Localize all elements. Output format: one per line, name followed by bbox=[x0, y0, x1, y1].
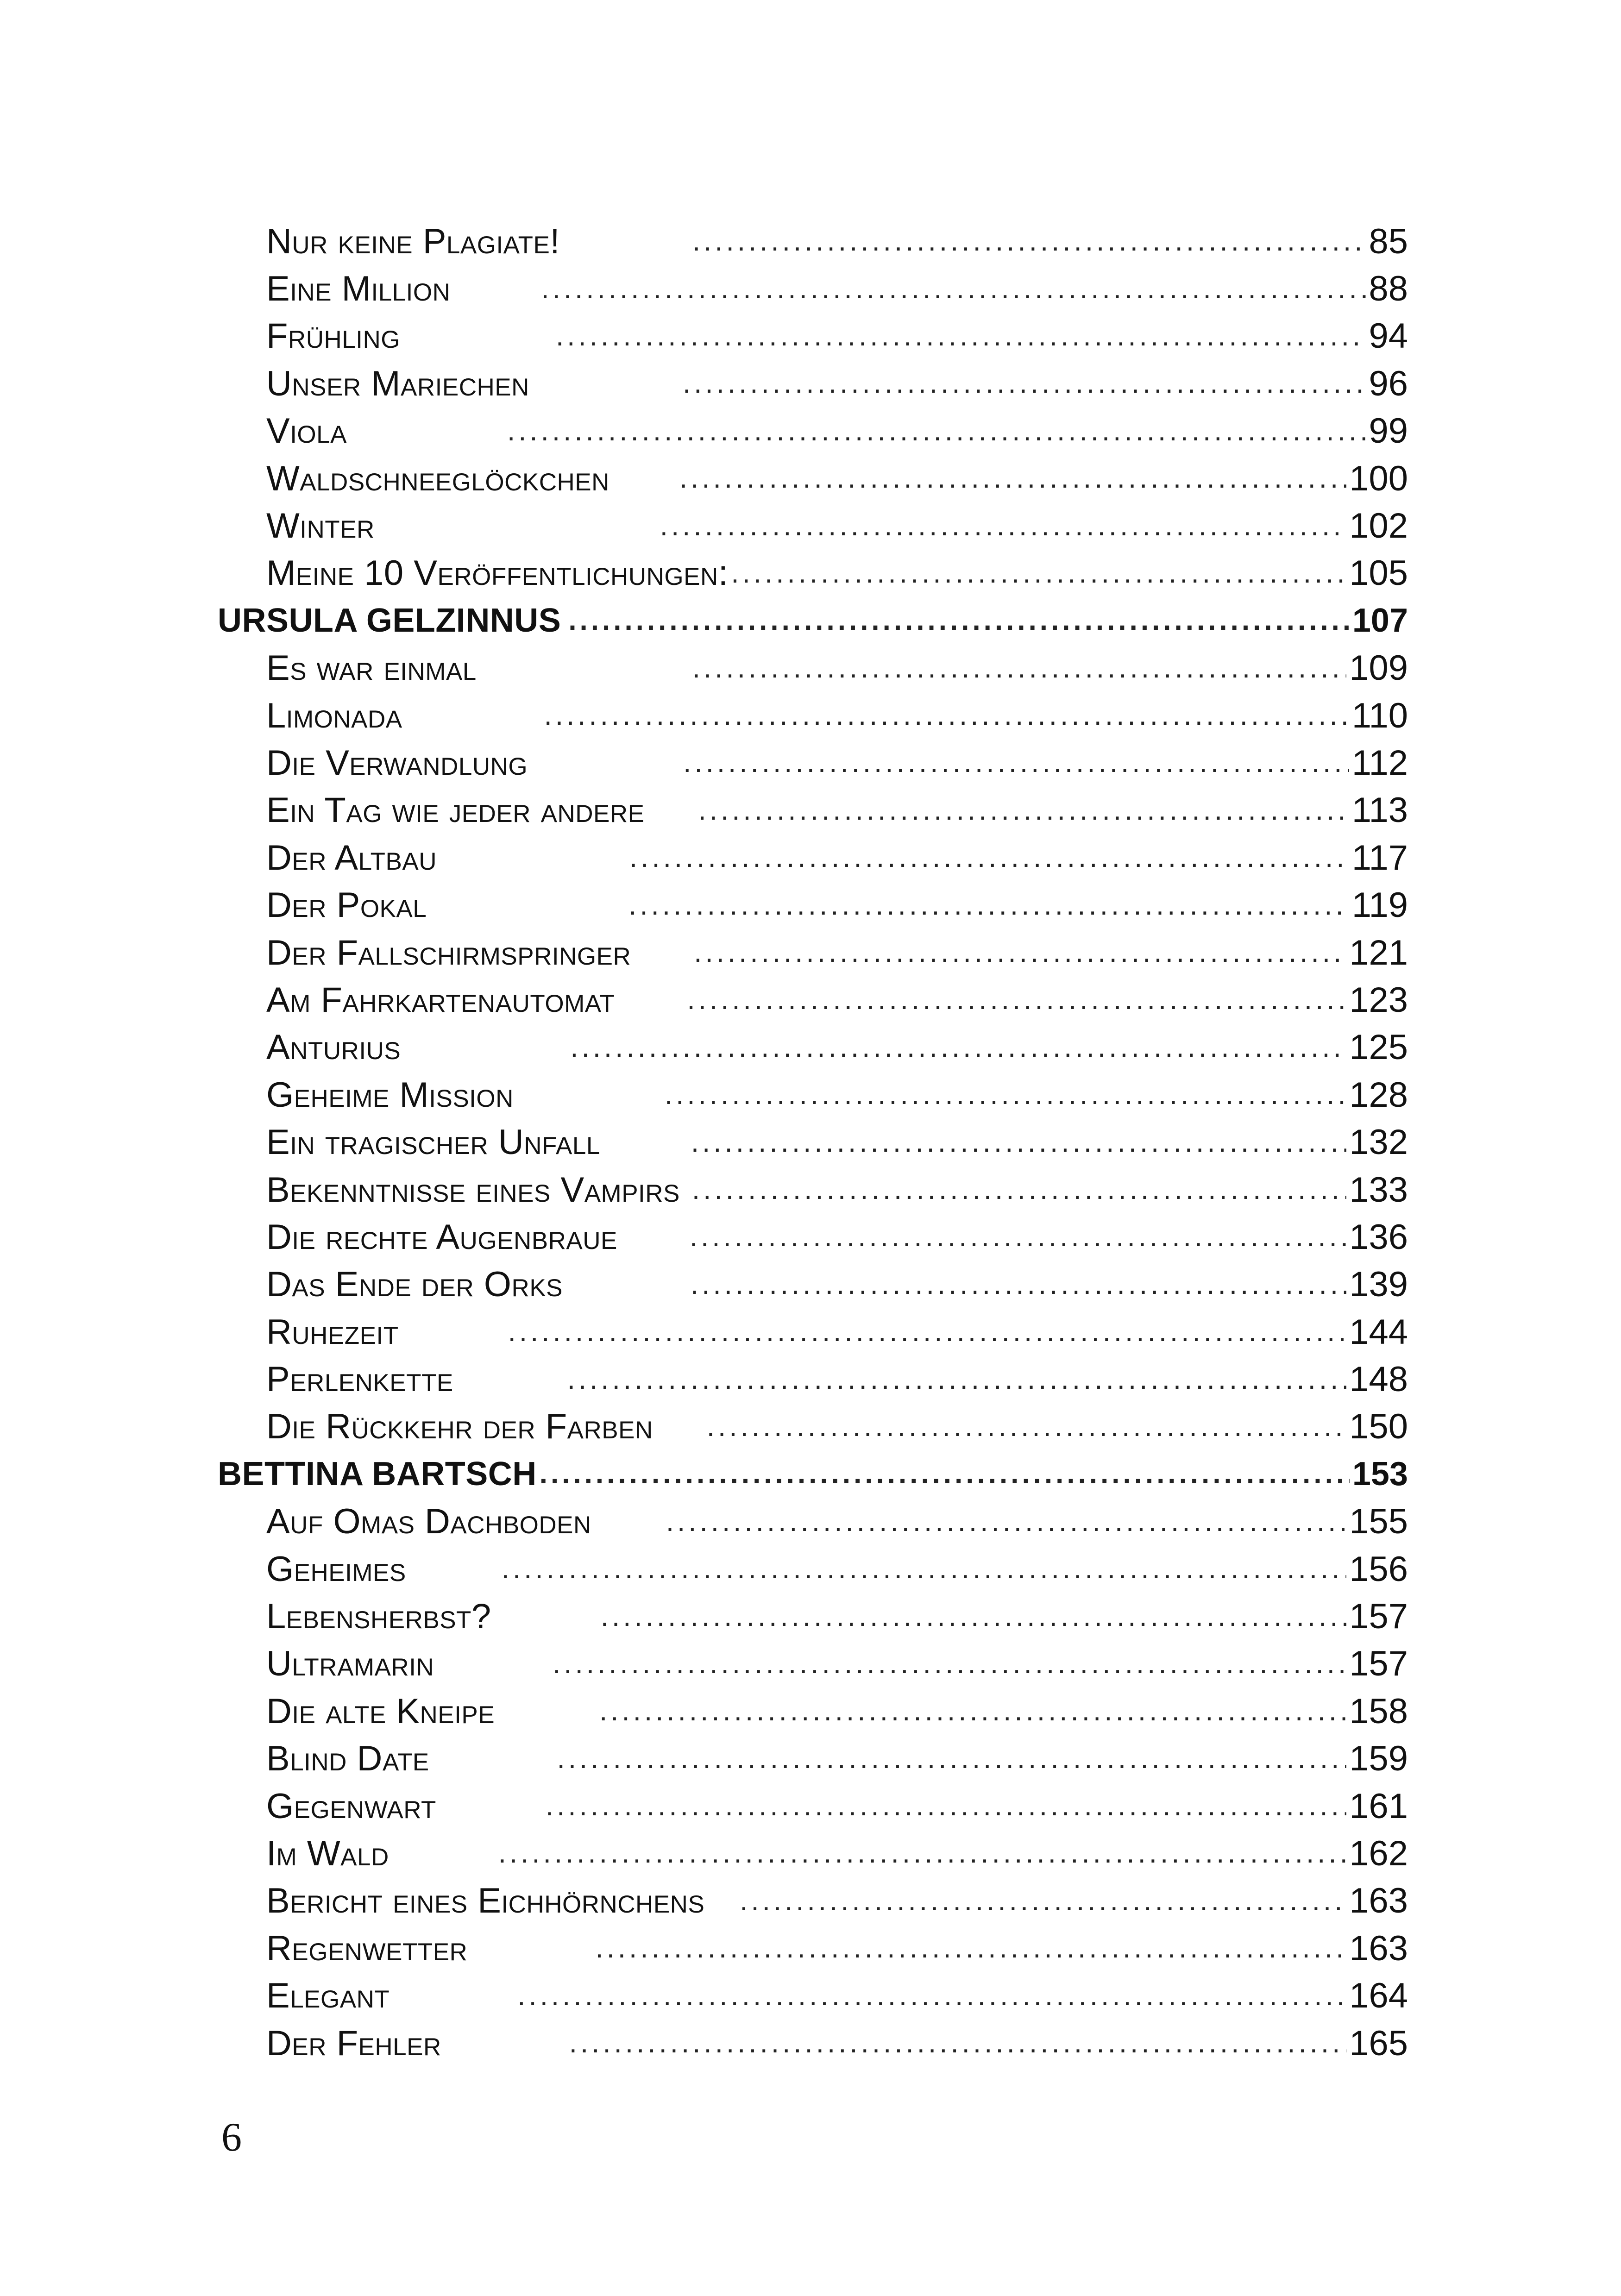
toc-leader-dots bbox=[507, 417, 1366, 445]
toc-leader-dots bbox=[517, 1982, 1346, 2010]
toc-entry bbox=[218, 360, 1408, 407]
toc-leader-dots bbox=[665, 1080, 1346, 1109]
toc-entry bbox=[218, 1071, 1408, 1118]
toc-leader-dots bbox=[683, 369, 1366, 398]
toc-leader-dots bbox=[660, 512, 1346, 540]
toc-entry-page: 109 bbox=[1349, 648, 1408, 688]
toc-leader-dots bbox=[731, 559, 1346, 588]
toc-entry bbox=[218, 1877, 1408, 1925]
toc-entry-page: 163 bbox=[1349, 1881, 1408, 1921]
toc-entry bbox=[218, 1972, 1408, 2019]
toc-entry-page: 94 bbox=[1369, 316, 1408, 356]
toc-entry-page: 112 bbox=[1351, 743, 1408, 783]
toc-entry-page: 157 bbox=[1349, 1597, 1408, 1637]
toc-entry-title: Meine 10 Veröffentlichungen: bbox=[266, 553, 729, 593]
toc-entry bbox=[218, 1782, 1408, 1830]
toc-leader-dots bbox=[569, 2029, 1346, 2058]
toc-leader-dots bbox=[694, 938, 1346, 967]
toc-entry bbox=[218, 1213, 1408, 1261]
toc-entry-title: Am Fahrkartenautomat bbox=[266, 980, 615, 1020]
toc-entry-page: 159 bbox=[1349, 1739, 1408, 1779]
toc-leader-dots bbox=[553, 1650, 1346, 1678]
toc-entry-page: 102 bbox=[1349, 506, 1408, 546]
toc-leader-dots bbox=[595, 1934, 1346, 1963]
toc-entry bbox=[218, 550, 1408, 597]
toc-entry-page: 155 bbox=[1349, 1502, 1408, 1542]
toc-entry-page: 110 bbox=[1351, 696, 1408, 735]
toc-entry bbox=[218, 1166, 1408, 1213]
toc-entry-title: URSULA GELZINNUS bbox=[218, 602, 561, 640]
toc-entry bbox=[218, 265, 1408, 312]
toc-entry-page: 96 bbox=[1369, 364, 1408, 403]
toc-leader-dots bbox=[508, 1317, 1347, 1346]
toc-entry-page: 148 bbox=[1349, 1360, 1408, 1399]
toc-leader-dots bbox=[541, 275, 1366, 303]
toc-leader-dots bbox=[502, 1555, 1347, 1583]
toc-leader-dots bbox=[692, 1175, 1346, 1204]
toc-entry bbox=[218, 929, 1408, 976]
toc-entry bbox=[218, 1735, 1408, 1782]
toc-entry-page: 100 bbox=[1349, 458, 1408, 498]
toc-entry-title: Viola bbox=[266, 411, 347, 451]
toc-entry-title: Frühling bbox=[266, 316, 400, 356]
toc-entry-page: 123 bbox=[1349, 980, 1408, 1020]
toc-entry-page: 158 bbox=[1349, 1691, 1408, 1731]
toc-entry bbox=[218, 1498, 1408, 1545]
toc-entry bbox=[218, 1403, 1408, 1450]
toc-author-heading bbox=[218, 1450, 1408, 1498]
toc-entry bbox=[218, 1355, 1408, 1403]
toc-entry-page: 117 bbox=[1351, 838, 1408, 878]
toc-entry-title: Geheimes bbox=[266, 1549, 406, 1589]
toc-entry-page: 164 bbox=[1349, 1976, 1408, 2016]
toc-entry-title: Lebensherbst? bbox=[266, 1597, 491, 1637]
toc-entry-title: Elegant bbox=[266, 1976, 390, 2016]
toc-entry-page: 161 bbox=[1349, 1786, 1408, 1826]
toc-entry bbox=[218, 1024, 1408, 1071]
toc-entry-title: Blind Date bbox=[266, 1739, 429, 1779]
toc-entry bbox=[218, 502, 1408, 549]
toc-entry bbox=[218, 976, 1408, 1023]
toc-entry bbox=[218, 739, 1408, 786]
toc-entry-title: Der Pokal bbox=[266, 885, 427, 925]
toc-leader-dots bbox=[692, 227, 1366, 256]
toc-leader-dots bbox=[544, 701, 1349, 730]
toc-leader-dots bbox=[556, 322, 1366, 351]
toc-entry-title: Die Verwandlung bbox=[266, 743, 528, 783]
toc-entry-title: BETTINA BARTSCH bbox=[218, 1455, 537, 1493]
toc-entry-title: Winter bbox=[266, 506, 375, 546]
toc-entry-title: Ein tragischer Unfall bbox=[266, 1123, 600, 1162]
toc-entry-title: Auf Omas Dachboden bbox=[266, 1502, 591, 1542]
toc-entry-page: 99 bbox=[1369, 411, 1408, 451]
toc-leader-dots bbox=[740, 1887, 1346, 1915]
toc-entry-title: Die alte Kneipe bbox=[266, 1691, 495, 1731]
toc-entry bbox=[218, 834, 1408, 881]
toc-entry-page: 107 bbox=[1352, 602, 1408, 640]
toc-leader-dots bbox=[599, 1697, 1346, 1725]
toc-leader-dots bbox=[601, 1602, 1346, 1631]
toc-leader-dots bbox=[540, 1460, 1350, 1488]
toc-leader-dots bbox=[557, 1744, 1347, 1773]
toc-entry-title: Waldschneeglöckchen bbox=[266, 458, 609, 498]
toc-entry-page: 125 bbox=[1349, 1028, 1408, 1067]
toc-entry-title: Es war einmal bbox=[266, 648, 477, 688]
toc-entry-title: Geheime Mission bbox=[266, 1075, 514, 1115]
toc-leader-dots bbox=[679, 464, 1346, 493]
toc-entry-page: 119 bbox=[1351, 885, 1408, 925]
toc-leader-dots bbox=[498, 1839, 1346, 1868]
toc-entry bbox=[218, 313, 1408, 360]
toc-leader-dots bbox=[687, 985, 1347, 1014]
toc-entry-page: 165 bbox=[1349, 2023, 1408, 2063]
toc-entry bbox=[218, 1261, 1408, 1308]
toc-leader-dots bbox=[691, 1128, 1346, 1157]
toc-leader-dots bbox=[698, 796, 1349, 825]
toc-entry-page: 157 bbox=[1349, 1644, 1408, 1684]
toc-entry-title: Bericht eines Eichhörnchens bbox=[266, 1881, 705, 1921]
toc-leader-dots bbox=[691, 1270, 1346, 1299]
toc-entry-title: Im Wald bbox=[266, 1833, 389, 1873]
toc-entry bbox=[218, 645, 1408, 692]
toc-leader-dots bbox=[629, 843, 1349, 872]
toc-entry-page: 133 bbox=[1349, 1170, 1408, 1210]
toc-leader-dots bbox=[666, 1507, 1346, 1536]
toc-entry-page: 132 bbox=[1349, 1123, 1408, 1162]
toc-leader-dots bbox=[690, 1223, 1346, 1251]
toc-entry-page: 113 bbox=[1351, 790, 1408, 830]
toc-entry-page: 150 bbox=[1349, 1407, 1408, 1447]
toc-entry-title: Gegenwart bbox=[266, 1786, 436, 1826]
toc-entry-page: 136 bbox=[1349, 1217, 1408, 1257]
toc-entry-page: 128 bbox=[1349, 1075, 1408, 1115]
toc-leader-dots bbox=[567, 1365, 1346, 1394]
toc-entry-page: 153 bbox=[1352, 1455, 1408, 1493]
toc-entry-page: 88 bbox=[1369, 269, 1408, 309]
toc-entry-page: 156 bbox=[1349, 1549, 1408, 1589]
toc-entry-title: Eine Million bbox=[266, 269, 451, 309]
toc-entry-title: Der Fallschirmspringer bbox=[266, 933, 631, 972]
toc-entry-title: Unser Mariechen bbox=[266, 364, 529, 403]
toc-entry-title: Perlenkette bbox=[266, 1360, 453, 1399]
toc-entry bbox=[218, 787, 1408, 834]
toc-entry-title: Limonada bbox=[266, 696, 402, 735]
toc-entry bbox=[218, 1308, 1408, 1355]
toc-leader-dots bbox=[707, 1412, 1346, 1441]
toc-entry bbox=[218, 1118, 1408, 1166]
toc-entry-title: Die rechte Augenbraue bbox=[266, 1217, 617, 1257]
toc-entry-page: 162 bbox=[1349, 1833, 1408, 1873]
toc-entry-title: Regenwetter bbox=[266, 1928, 468, 1968]
toc-entry-page: 163 bbox=[1349, 1928, 1408, 1968]
toc-entry-title: Das Ende der Orks bbox=[266, 1265, 563, 1305]
toc-leader-dots bbox=[683, 748, 1349, 777]
toc-entry bbox=[218, 1830, 1408, 1877]
toc-entry bbox=[218, 1687, 1408, 1735]
toc-entry-title: Bekenntnisse eines Vampirs bbox=[266, 1170, 680, 1210]
toc-entry bbox=[218, 1593, 1408, 1640]
toc-leader-dots bbox=[568, 606, 1350, 635]
toc-entry-page: 121 bbox=[1349, 933, 1408, 972]
toc-entry bbox=[218, 881, 1408, 928]
toc-entry bbox=[218, 1925, 1408, 1972]
toc-entry bbox=[218, 1640, 1408, 1687]
toc-entry-title: Der Fehler bbox=[266, 2023, 441, 2063]
toc-entry-title: Ultramarin bbox=[266, 1644, 434, 1684]
toc-entry-title: Die Rückkehr der Farben bbox=[266, 1407, 653, 1447]
toc-entry bbox=[218, 1545, 1408, 1593]
toc-entry-page: 144 bbox=[1349, 1312, 1408, 1352]
toc-entry bbox=[218, 2020, 1408, 2067]
toc-leader-dots bbox=[546, 1792, 1346, 1820]
toc-entry-title: Der Altbau bbox=[266, 838, 437, 878]
toc-entry bbox=[218, 408, 1408, 455]
toc-entry bbox=[218, 455, 1408, 502]
toc-entry bbox=[218, 692, 1408, 739]
page-number: 6 bbox=[221, 2115, 242, 2160]
table-of-contents bbox=[218, 218, 1408, 2067]
toc-entry-title: Nur keine Plagiate! bbox=[266, 221, 560, 261]
toc-leader-dots bbox=[570, 1033, 1346, 1062]
toc-leader-dots bbox=[692, 654, 1346, 683]
toc-entry-page: 85 bbox=[1369, 221, 1408, 261]
toc-entry-title: Ein Tag wie jeder andere bbox=[266, 790, 645, 830]
toc-entry-title: Ruhezeit bbox=[266, 1312, 399, 1352]
toc-entry-page: 105 bbox=[1349, 553, 1408, 593]
toc-entry bbox=[218, 218, 1408, 265]
toc-author-heading bbox=[218, 597, 1408, 644]
toc-entry-title: Anturius bbox=[266, 1028, 401, 1067]
toc-entry-page: 139 bbox=[1349, 1265, 1408, 1305]
toc-leader-dots bbox=[628, 891, 1349, 920]
